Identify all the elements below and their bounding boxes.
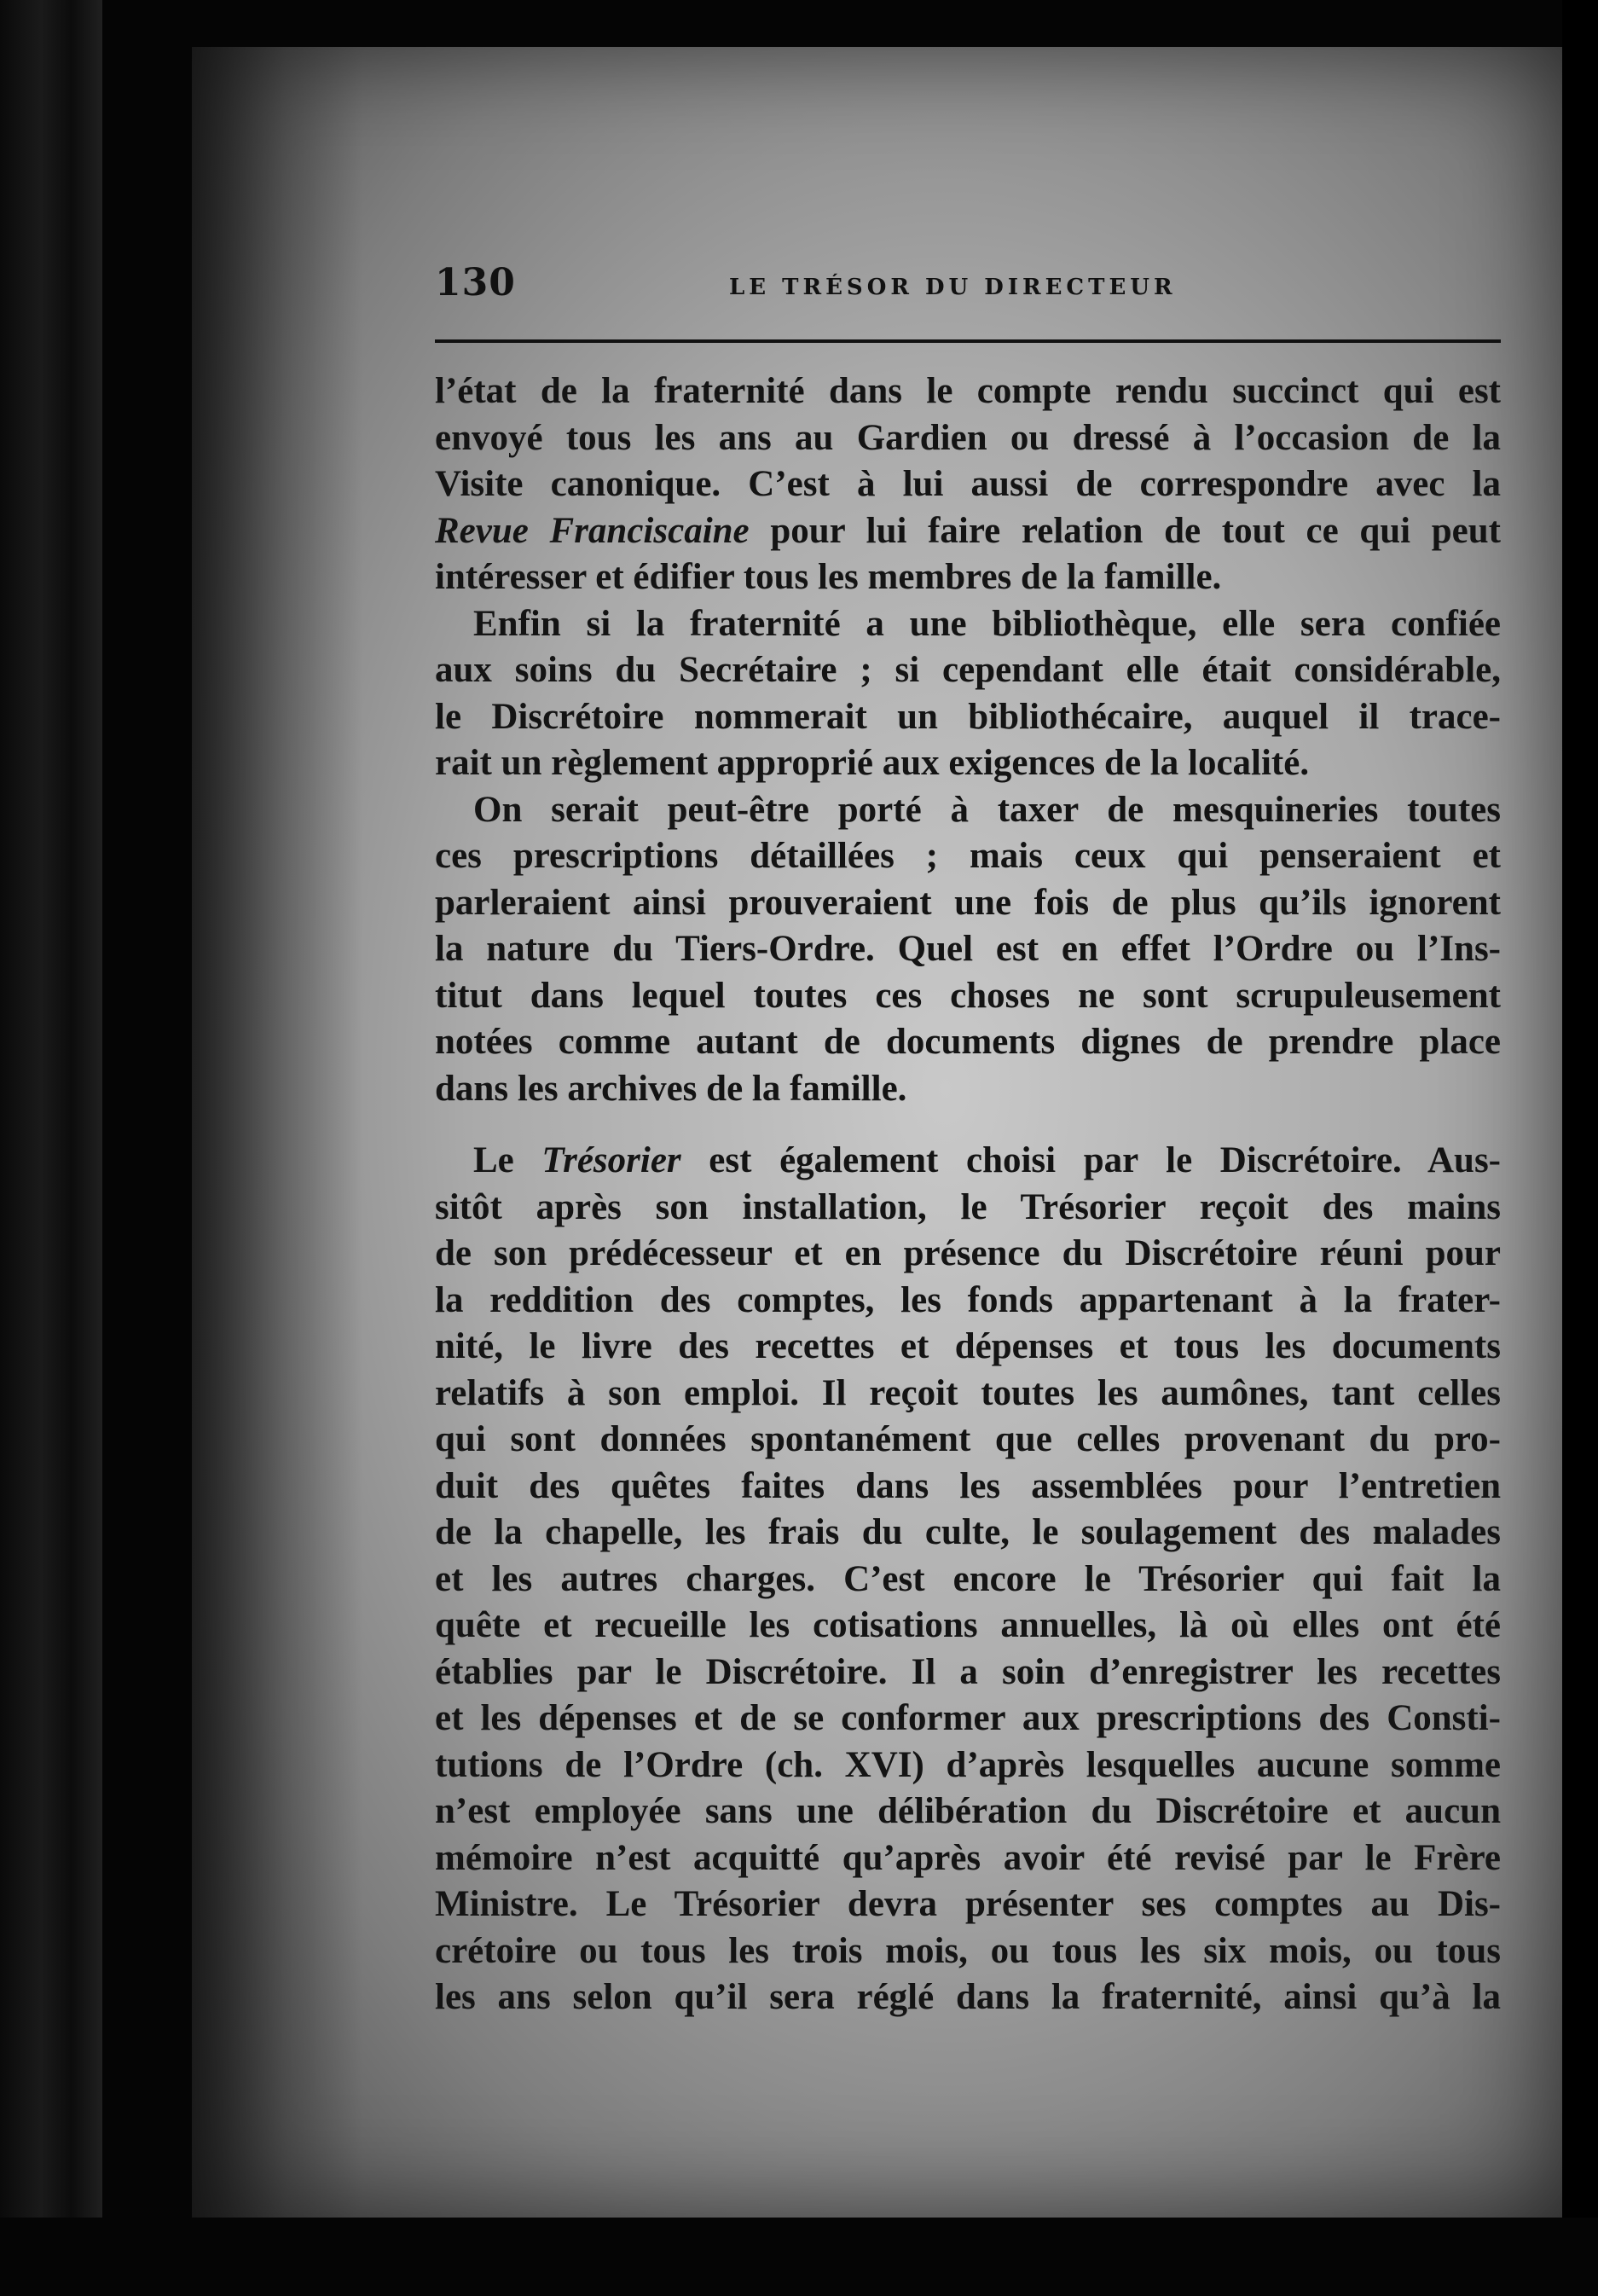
text-line: Ministre. Le Trésorier devra présenter ses comptes au Dis-: [435, 1884, 1501, 1924]
text-line: ces prescriptions détaillées ; mais ceux qui penseraient et: [435, 836, 1501, 876]
text-line: parleraient ainsi prouveraient une fois de plus qu’ils ignorent: [435, 882, 1501, 923]
header-rule: [435, 339, 1501, 343]
text-line-lead: Le: [473, 1140, 542, 1180]
running-header: [435, 261, 1501, 312]
text-line: mémoire n’est acquitté qu’après avoir été revisé par le Frère: [435, 1837, 1501, 1878]
text-line-rest: pour lui faire relation de tout ce qui peut: [749, 510, 1501, 551]
text-line: crétoire ou tous les trois mois, ou tous les six mois, ou tous: [435, 1930, 1501, 1971]
paragraph-secretary-end: [435, 368, 1501, 601]
text-line: [435, 1138, 1501, 1185]
film-edge-bottom: [0, 2218, 1598, 2296]
film-edge-left: [0, 0, 102, 2296]
text-line: [435, 508, 1501, 555]
text-line: la reddition des comptes, les fonds appartenant à la frater-: [435, 1279, 1501, 1320]
paragraph-treasurer: [435, 1138, 1501, 2021]
text-line: sitôt après son installation, le Trésorier reçoit des mains: [435, 1186, 1501, 1227]
text-line: tutions de l’Ordre (ch. XVI) d’après lesquelles aucune somme: [435, 1744, 1501, 1785]
text-line: rait un règlement approprié aux exigences de la localité.: [435, 743, 1310, 783]
text-line: le Discrétoire nommerait un bibliothécaire, auquel il tracе-: [435, 696, 1501, 737]
text-line: dans les archives de la famille.: [435, 1068, 907, 1109]
text-line: duit des quêtes faites dans les assemblées pour l’entretien: [435, 1465, 1501, 1506]
text-line: de la chapelle, les frais du culte, le soulagement des malades: [435, 1512, 1501, 1552]
role-term: Trésorier: [541, 1140, 681, 1180]
running-title: LE TRÉSOR DU DIRECTEUR: [729, 275, 1177, 300]
paragraph-prescriptions: [435, 787, 1501, 1113]
text-line: On serait peut-être porté à taxer de mesquineries toutes: [473, 789, 1501, 830]
page-body: [435, 368, 1501, 2021]
text-line: titut dans lequel toutes ces choses ne sont scrupuleusement: [435, 975, 1501, 1016]
text-line: envoyé tous les ans au Gardien ou dressé à l’occasion de la: [435, 417, 1501, 458]
text-line: la nature du Tiers-Ordre. Quel est en effet l’Ordre ou l’Ins-: [435, 929, 1501, 969]
text-line: aux soins du Secrétaire ; si cependant elle était considérable,: [435, 650, 1501, 690]
page-gutter-shadow: [192, 47, 362, 2218]
film-edge-right: [1562, 0, 1598, 2296]
text-line: établies par le Discrétoire. Il a soin d’enregistrer les recettes: [435, 1651, 1501, 1692]
text-line: les ans selon qu’il sera réglé dans la fraternité, ainsi qu’à la: [435, 1977, 1501, 2017]
text-line: intéresser et édifier tous les membres de la famille.: [435, 557, 1222, 597]
text-line: qui sont données spontanément que celles provenant du pro-: [435, 1419, 1501, 1459]
section-gap: [435, 1112, 1501, 1138]
text-line: notées comme autant de documents dignes de prendre place: [435, 1022, 1501, 1062]
text-line: Visite canonique. C’est à lui aussi de correspondre avec la: [435, 464, 1501, 504]
text-line-rest: est également choisi par le Discrétoire. Aus-: [680, 1140, 1501, 1180]
text-line: relatifs à son emploi. Il reçoit toutes les aumônes, tant celles: [435, 1372, 1501, 1413]
text-line: l’état de la fraternité dans le compte rendu succinct qui est: [435, 371, 1501, 411]
page-number: 130: [435, 261, 516, 304]
journal-title: Revue Franciscaine: [435, 510, 750, 551]
text-line: et les autres charges. C’est encore le Trésorier qui fait la: [435, 1558, 1501, 1599]
text-line: nité, le livre des recettes et dépenses et tous les documents: [435, 1326, 1501, 1366]
text-line: quête et recueille les cotisations annuelles, là où elles ont été: [435, 1605, 1501, 1645]
paragraph-library: [435, 601, 1501, 787]
text-line: et les dépenses et de se conformer aux prescriptions des Consti-: [435, 1698, 1501, 1738]
text-line: de son prédécesseur et en présence du Discrétoire réuni pour: [435, 1233, 1501, 1273]
text-line: n’est employée sans une délibération du Discrétoire et aucun: [435, 1791, 1501, 1831]
text-line: Enfin si la fraternité a une bibliothèque, elle sera confiée: [473, 603, 1501, 644]
